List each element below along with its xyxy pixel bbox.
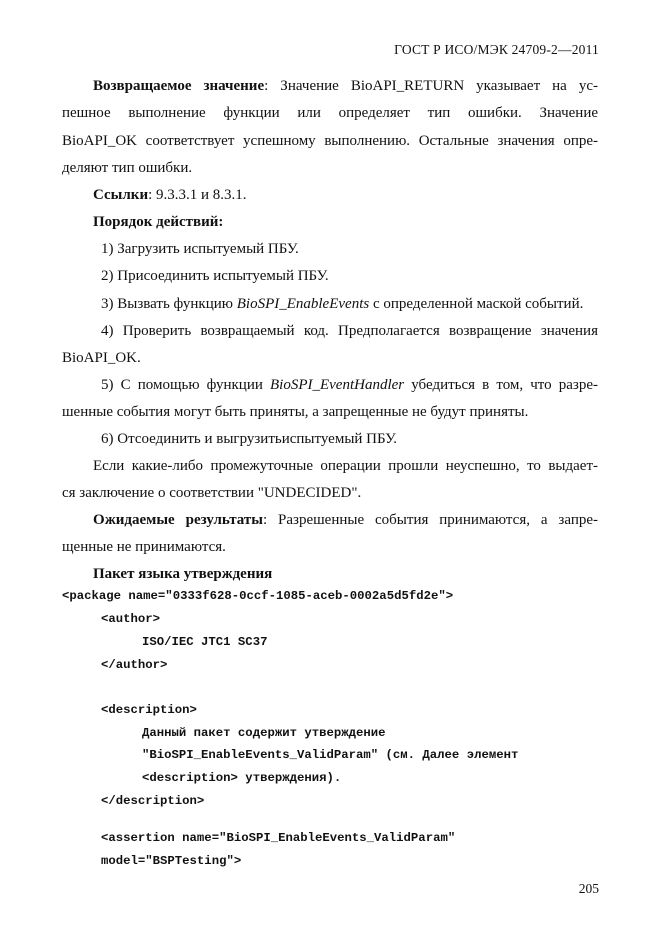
failure-line-2: ся заключение о соответствии "UNDECIDED". bbox=[62, 485, 362, 501]
expected-line-1 bbox=[93, 510, 598, 530]
code-line-5: <description> bbox=[101, 703, 197, 717]
references-term: Ссылки bbox=[93, 187, 149, 203]
package-heading: Пакет языка утверждения bbox=[93, 566, 273, 582]
references-text: : 9.3.3.1 и 8.3.1. bbox=[148, 187, 247, 203]
expected-line-2: щенные не принимаются. bbox=[62, 539, 226, 555]
code-line-3: ISO/IEC JTC1 SC37 bbox=[142, 635, 268, 649]
function-name: BioSPI_EnableEvents bbox=[236, 296, 370, 312]
return-value-term: Возвращаемое значение bbox=[93, 78, 265, 94]
return-value-line-3: BioAPI_OK соответствует успешному выполнению. Остальные значения опре- bbox=[62, 133, 598, 149]
procedure-heading: Порядок действий: bbox=[93, 214, 224, 230]
return-value-text: : Значение BioAPI_RETURN указывает на ус- bbox=[264, 78, 599, 94]
step-5-post: убедиться в том, что разре- bbox=[404, 377, 599, 393]
step-4-line-1: 4) Проверить возвращаемый код. Предполагается возвращение значения bbox=[101, 323, 598, 339]
step-4-line-2: BioAPI_OK. bbox=[62, 350, 141, 366]
page-number: 205 bbox=[578, 881, 599, 896]
step-1: 1) Загрузить испытуемый ПБУ. bbox=[101, 241, 299, 257]
code-line-7: "BioSPI_EnableEvents_ValidParam" (см. Далее элемент bbox=[142, 748, 519, 762]
code-line-11: model="BSPTesting"> bbox=[101, 854, 242, 868]
code-line-2: <author> bbox=[101, 612, 161, 626]
code-line-4: </author> bbox=[101, 658, 168, 672]
return-value-line-4: деляют тип ошибки. bbox=[62, 160, 193, 176]
step-3-pre: 3) Вызвать функцию bbox=[101, 296, 237, 312]
step-6: 6) Отсоединить и выгрузитьиспытуемый ПБУ. bbox=[101, 431, 398, 447]
references-line bbox=[93, 185, 598, 205]
function-name: BioSPI_EventHandler bbox=[270, 377, 405, 393]
failure-line-1: Если какие-либо промежуточные операции прошли неуспешно, то выдает- bbox=[93, 458, 598, 474]
running-header: ГОСТ Р ИСО/МЭК 24709-2—2011 bbox=[394, 42, 599, 57]
return-value-line-2: пешное выполнение функции или определяет тип ошибки. Значение bbox=[62, 105, 598, 121]
step-5-line-2: шенные события могут быть приняты, а запрещенные не будут приняты. bbox=[62, 404, 529, 420]
step-5-line-1 bbox=[101, 375, 598, 395]
code-line-1: <package name="0333f628-0ccf-1085-aceb-0002a5d5fd2e"> bbox=[62, 589, 454, 603]
code-line-10: <assertion name="BioSPI_EnableEvents_ValidParam" bbox=[101, 831, 456, 845]
step-5-pre: 5) С помощью функции bbox=[101, 377, 270, 393]
step-3-post: с определенной маской событий. bbox=[369, 296, 584, 312]
return-value-line-1 bbox=[93, 76, 598, 96]
code-line-8: <description> утверждения). bbox=[142, 771, 342, 785]
expected-term: Ожидаемые результаты bbox=[93, 512, 263, 528]
code-line-6: Данный пакет содержит утверждение bbox=[142, 726, 386, 740]
step-3 bbox=[101, 294, 598, 314]
step-2: 2) Присоединить испытуемый ПБУ. bbox=[101, 268, 329, 284]
expected-text: : Разрешенные события принимаются, а запре- bbox=[262, 512, 598, 528]
code-line-9: </description> bbox=[101, 794, 205, 808]
